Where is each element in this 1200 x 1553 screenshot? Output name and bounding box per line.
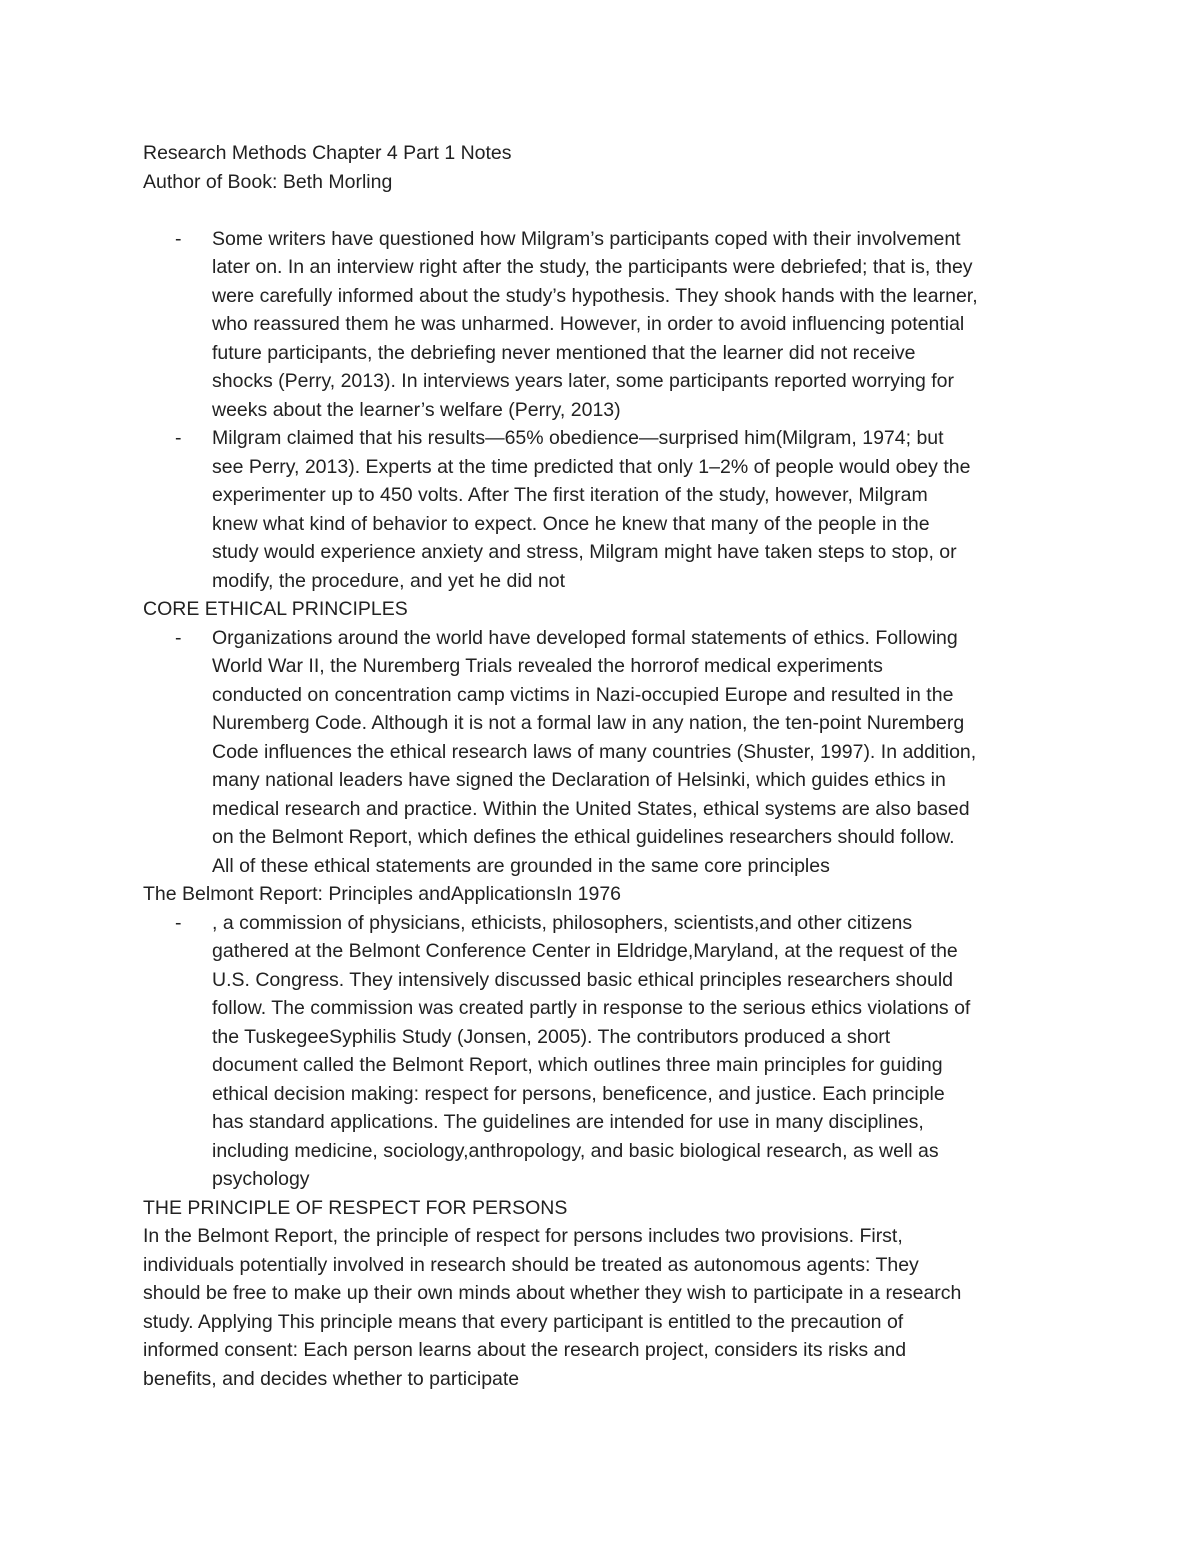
bullet-line: World War II, the Nuremberg Trials revealed the horrorof medical experiments	[212, 655, 883, 677]
bullet-line: weeks about the learner’s welfare (Perry, 2013)	[212, 398, 621, 421]
bullet-line: , a commission of physicians, ethicists, philosophers, scientists,and other citizens	[212, 911, 913, 934]
bullet-line: modify, the procedure, and yet he did not	[212, 569, 566, 592]
bullet-line: U.S. Congress. They intensively discussed basic ethical principles researchers should	[212, 968, 953, 991]
bullet-line: many national leaders have signed the Declaration of Helsinki, which guides ethics in	[212, 769, 946, 791]
bullet-dash: -	[175, 427, 182, 449]
bullet-line: including medicine, sociology,anthropology, and basic biological research, as well as	[212, 1139, 939, 1162]
paragraph-line: In the Belmont Report, the principle of respect for persons includes two provisions. First,	[143, 1225, 903, 1247]
bullet-line: future participants, the debriefing never mentioned that the learner did not receive	[212, 341, 916, 364]
document-page	[143, 139, 1063, 1393]
bullet-line: Organizations around the world have developed formal statements of ethics. Following	[212, 626, 958, 649]
bullet-line: see Perry, 2013). Experts at the time predicted that only 1–2% of people would obey the	[212, 455, 971, 478]
section-heading-core-ethical-principles: CORE ETHICAL PRINCIPLES	[143, 598, 408, 620]
bullet-line: document called the Belmont Report, which outlines three main principles for guiding	[212, 1054, 943, 1076]
bullet-line: gathered at the Belmont Conference Center in Eldridge,Maryland, at the request of the	[212, 940, 958, 962]
bullet-line: knew what kind of behavior to expect. Once he knew that many of the people in the	[212, 512, 930, 535]
bullet-item	[143, 624, 1063, 881]
bullet-item	[143, 225, 1063, 425]
bullet-line: the TuskegeeSyphilis Study (Jonsen, 2005). The contributors produced a short	[212, 1025, 891, 1048]
paragraph-line: study. Applying This principle means that every participant is entitled to the precaution of	[143, 1310, 904, 1333]
paragraph-line: should be free to make up their own minds about whether they wish to participate in a research	[143, 1282, 962, 1304]
bullet-line: Nuremberg Code. Although it is not a formal law in any nation, the ten-point Nuremberg	[212, 712, 965, 734]
bullet-line: follow. The commission was created partly in response to the serious ethics violations of	[212, 997, 971, 1019]
bullet-dash: -	[175, 626, 182, 649]
bullet-line: who reassured them he was unharmed. However, in order to avoid influencing potential	[212, 313, 965, 335]
document-title: Research Methods Chapter 4 Part 1 Notes	[143, 142, 512, 164]
paragraph-line: informed consent: Each person learns about the research project, considers its risks and	[143, 1339, 907, 1361]
bullet-line: experimenter up to 450 volts. After The first iteration of the study, however, Milgram	[212, 484, 928, 506]
bullet-line: study would experience anxiety and stress, Milgram might have taken steps to stop, or	[212, 541, 957, 563]
bullet-line: All of these ethical statements are grounded in the same core principles	[212, 854, 830, 877]
bullet-line: later on. In an interview right after the study, the participants were debriefed; that is, they	[212, 256, 973, 278]
bullet-line: Code influences the ethical research laws of many countries (Shuster, 1997). In addition,	[212, 740, 977, 763]
bullet-dash: -	[175, 227, 182, 250]
bullet-line: medical research and practice. Within the United States, ethical systems are also based	[212, 797, 970, 820]
section-heading-respect-for-persons: THE PRINCIPLE OF RESPECT FOR PERSONS	[143, 1196, 568, 1219]
paragraph-line: individuals potentially involved in research should be treated as autonomous agents: They	[143, 1253, 919, 1276]
bullet-dash: -	[175, 911, 182, 934]
bullet-item	[143, 909, 1063, 1194]
bullet-line: Milgram claimed that his results—65% obedience—surprised him(Milgram, 1974; but	[212, 427, 944, 449]
author-line: Author of Book: Beth Morling	[143, 170, 393, 193]
bullet-line: were carefully informed about the study’s hypothesis. They shook hands with the learner,	[212, 284, 978, 307]
bullet-item	[143, 424, 1063, 595]
paragraph-line: benefits, and decides whether to participate	[143, 1367, 520, 1390]
bullet-line: Some writers have questioned how Milgram’s participants coped with their involvement	[212, 227, 961, 250]
section-heading-belmont-report: The Belmont Report: Principles andApplicationsIn 1976	[143, 883, 622, 905]
bullet-line: on the Belmont Report, which defines the ethical guidelines researchers should follow.	[212, 826, 955, 848]
bullet-line: ethical decision making: respect for persons, beneficence, and justice. Each principle	[212, 1082, 945, 1105]
bullet-line: shocks (Perry, 2013). In interviews years later, some participants reported worrying for	[212, 370, 955, 392]
bullet-line: conducted on concentration camp victims in Nazi-occupied Europe and resulted in the	[212, 683, 954, 706]
body-paragraph	[143, 1222, 1063, 1393]
bullet-line: has standard applications. The guidelines are intended for use in many disciplines,	[212, 1111, 924, 1133]
bullet-line: psychology	[212, 1168, 310, 1190]
blank-line	[143, 196, 1063, 225]
